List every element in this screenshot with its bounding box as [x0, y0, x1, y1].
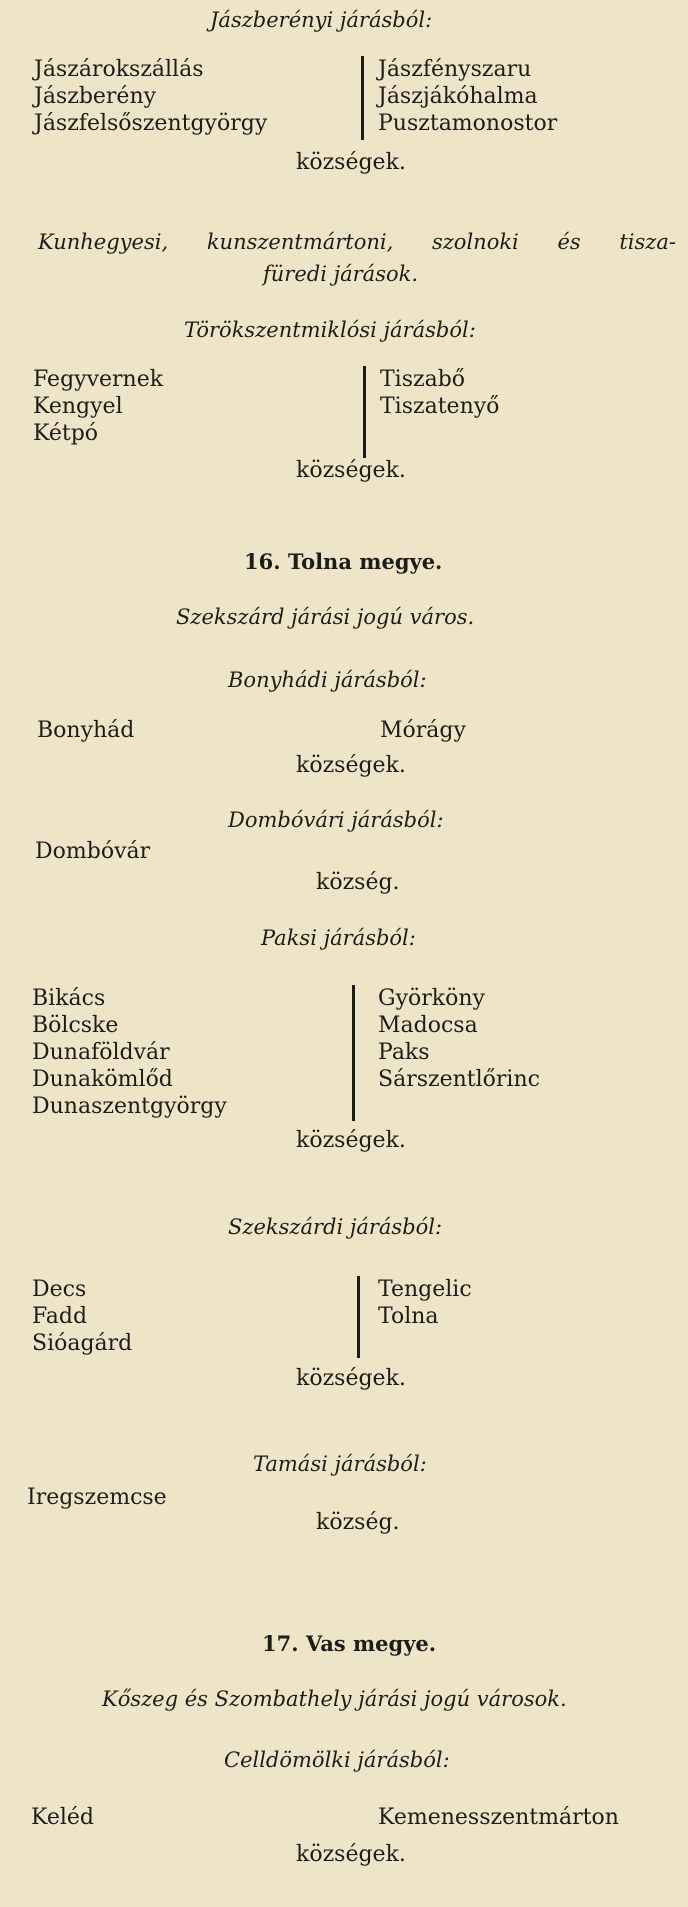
list-item: Györköny — [378, 986, 485, 1011]
heading-tamasi: Tamási járásból: — [253, 1452, 427, 1476]
list-item: Mórágy — [380, 718, 466, 743]
list-paksi-right — [378, 985, 540, 1093]
list-item: Sárszentlőrinc — [378, 1067, 540, 1092]
list-item: Tiszabő — [380, 367, 466, 392]
heading-szekszardi: Szekszárdi járásból: — [228, 1215, 443, 1239]
heading-torokszentmiklosi: Törökszentmiklósi járásból: — [184, 318, 476, 342]
word: Kunhegyesi, — [38, 230, 169, 254]
subtitle-vas: Kőszeg és Szombathely járási jogú városok. — [102, 1687, 567, 1711]
list-item: Bonyhád — [37, 718, 135, 743]
list-item: Kemenesszentmárton — [378, 1805, 619, 1830]
column-divider — [363, 366, 366, 458]
list-szekszardi-left — [32, 1276, 132, 1357]
list-jaszberenyi-left — [34, 56, 267, 137]
list-item: Kétpó — [33, 421, 99, 446]
heading-celldomolki: Celldömölki járásból: — [224, 1748, 450, 1772]
kunhegyesi-line1 — [38, 230, 676, 254]
footer-kozseg: község. — [316, 870, 400, 895]
list-item: Madocsa — [378, 1013, 478, 1038]
list-item: Jászárokszállás — [34, 57, 204, 82]
word: kunszentmártoni, — [206, 230, 394, 254]
footer-kozseg: község. — [316, 1510, 400, 1535]
list-item: Fadd — [32, 1304, 88, 1329]
list-item: Jászfényszaru — [378, 57, 532, 82]
subtitle-tolna: Szekszárd járási jogú város. — [176, 605, 475, 629]
list-item: Jászjákóhalma — [378, 84, 538, 109]
list-item: Tiszatenyő — [380, 394, 500, 419]
footer-kozsegek: községek. — [296, 1128, 406, 1153]
list-item: Iregszemcse — [27, 1485, 167, 1510]
list-item: Decs — [32, 1277, 87, 1302]
list-item: Paks — [378, 1040, 430, 1065]
list-item: Tengelic — [378, 1277, 472, 1302]
list-szekszardi-right — [378, 1276, 472, 1330]
list-item: Tolna — [378, 1304, 439, 1329]
list-item: Kengyel — [33, 394, 123, 419]
list-torokszentmiklosi-left — [33, 366, 163, 447]
list-paksi-left — [32, 985, 227, 1120]
list-jaszberenyi-right — [378, 56, 557, 137]
word: szolnoki — [431, 230, 519, 254]
word: tisza- — [619, 230, 676, 254]
list-item: Bikács — [32, 986, 106, 1011]
footer-kozsegek: községek. — [296, 753, 406, 778]
column-divider — [352, 985, 355, 1121]
list-item: Dunaföldvár — [32, 1040, 170, 1065]
column-divider — [361, 56, 364, 140]
list-item: Sióagárd — [32, 1331, 133, 1356]
section-title-vas: 17. Vas megye. — [262, 1631, 437, 1656]
footer-kozsegek: községek. — [296, 458, 406, 483]
word: és — [557, 230, 581, 254]
list-item: Dunaszentgyörgy — [32, 1094, 227, 1119]
list-item: Dunakömlőd — [32, 1067, 173, 1092]
column-divider — [357, 1276, 360, 1358]
list-item: Keléd — [31, 1805, 95, 1830]
heading-bonyhadi: Bonyhádi járásból: — [228, 668, 427, 692]
list-item: Jászfelsőszentgyörgy — [34, 111, 268, 136]
list-item: Fegyvernek — [33, 367, 164, 392]
list-item: Pusztamonostor — [378, 111, 558, 136]
heading-paksi: Paksi járásból: — [261, 926, 416, 950]
list-item: Jászberény — [34, 84, 157, 109]
footer-kozsegek: községek. — [296, 150, 406, 175]
footer-kozsegek: községek. — [296, 1842, 406, 1867]
list-torokszentmiklosi-right — [380, 366, 499, 420]
list-item: Dombóvár — [35, 839, 151, 864]
footer-kozsegek: községek. — [296, 1366, 406, 1391]
list-item: Bölcske — [32, 1013, 119, 1038]
kunhegyesi-line2: füredi járások. — [263, 262, 419, 286]
heading-jaszberenyi: Jászberényi járásból: — [210, 8, 433, 32]
heading-dombovari: Dombóvári járásból: — [228, 808, 444, 832]
section-title-tolna: 16. Tolna megye. — [244, 549, 443, 574]
